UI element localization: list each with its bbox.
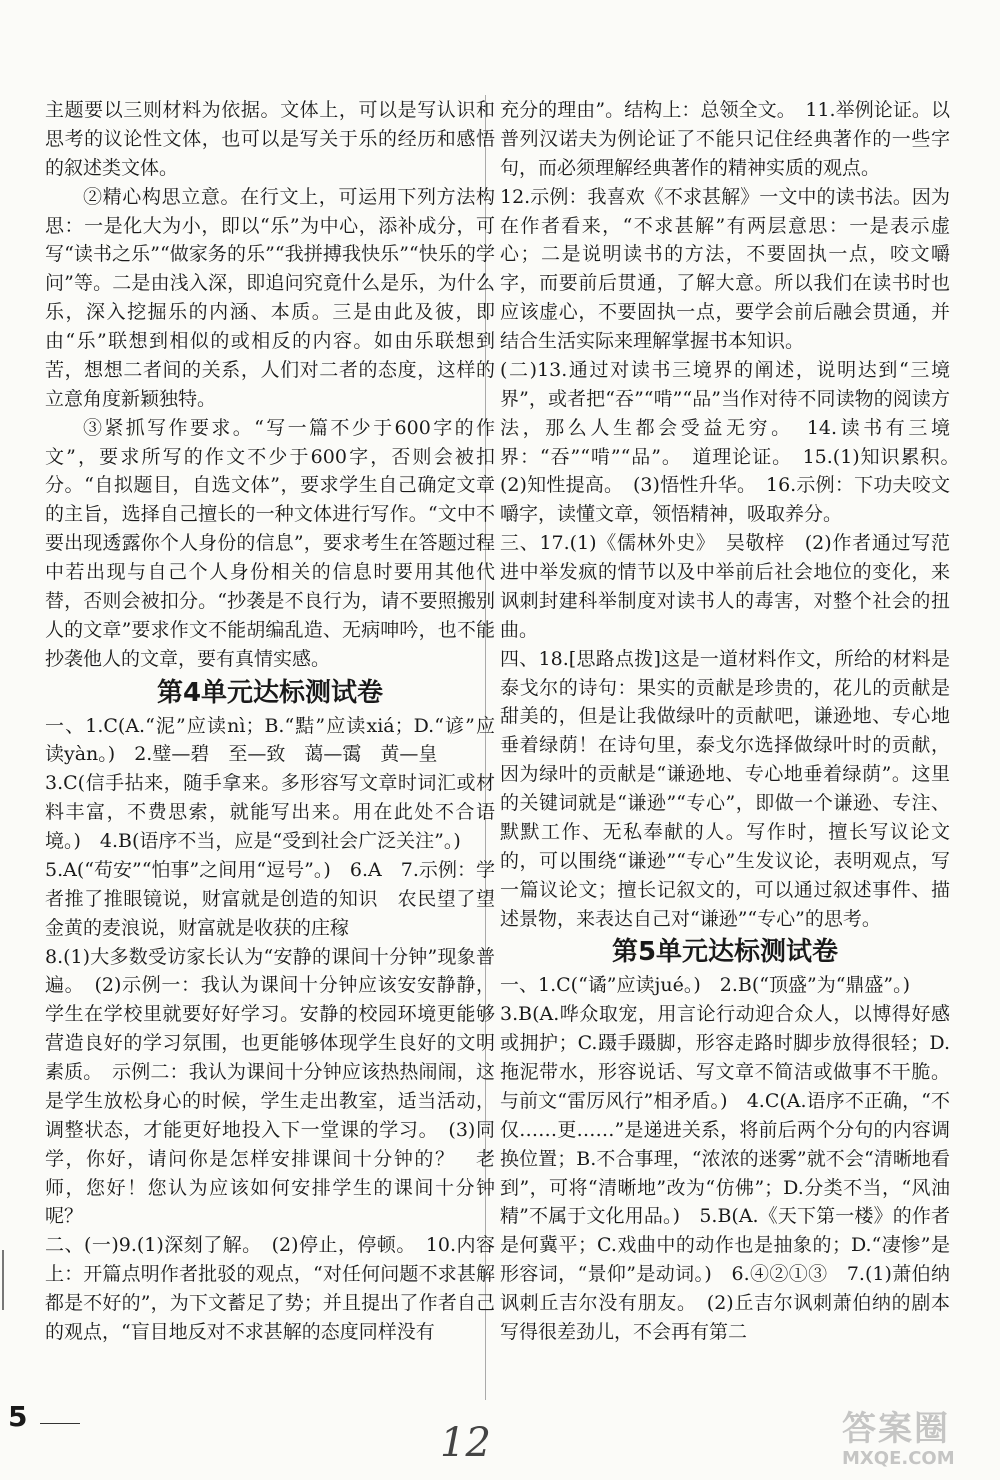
binding-edge-mark	[2, 1250, 10, 1310]
paragraph: ③紧抓写作要求。“写一篇不少于600字的作文”，要求所写的作文不少于600字，否则会被扣分。“自拟题目，自选文体”，要求学生自己确定文章的主旨，选择自己擅长的一种文体进行写作。“文中不要出现透露你个人身份的信息”，要求考生在答题过程中若出现与自己个人身份相关的信息时要用其他代替，否则会被扣分。“抄袭是不良行为，请不要照搬别人的文章”要求作文不能胡编乱造、无病呻吟，也不能抄袭他人的文章，要有真情实感。	[45, 416, 495, 670]
answer-item: 12.示例：我喜欢《不求甚解》一文中的读书法。因为在作者看来，“不求甚解”有两层意思：一是表示虚心；二是说明读书的方法，不要固执一点，咬文嚼字，而要前后贯通，了解大意。所以我们在读书时也应该虚心，不要固执一点，要学会前后融会贯通，并结合生活实际来理解掌握书本知识。	[500, 185, 950, 352]
answer-item: 三、17.(1)《儒林外史》 吴敬梓 (2)作者通过写范进中举发疯的情节以及中举前后社会地位的变化，来讽刺封建科举制度对读书人的毒害，对整个社会的扭曲。	[500, 532, 950, 641]
answer-item: 四、18.[思路点拨]这是一道材料作文，所给的材料是泰戈尔的诗句：果实的贡献是珍贵的，花儿的贡献是甜美的，但是让我做绿叶的贡献吧，谦逊地、专心地垂着绿荫！在诗句里，泰戈尔选择做绿叶时的贡献，因为绿叶的贡献是“谦逊地、专心地垂着绿荫”。这里的关键词就是“谦逊”“专心”，即做一个谦逊、专注、默默工作、无私奉献的人。写作时，擅长写议论文的，可以围绕“谦逊”“专心”生发议论，表明观点，写一篇议论文；擅长记叙文的，可以通过叙述事件、描述景物，来表达自己对“谦逊”“专心”的思考。	[500, 647, 950, 930]
answer-item: 一、1.C(“谲”应读jué。) 2.B(“顶盛”为“鼎盛”。)	[500, 974, 911, 997]
watermark-title: 答案圈	[842, 1409, 950, 1449]
answer-item: 一、1.C(A.“泥”应读nì；B.“黠”应读xiá；D.“谚”应读yàn。) 2.璧—碧 至—致 蔼—霭 黄—皇	[45, 714, 495, 766]
page-number: 5	[8, 1400, 28, 1433]
answer-item: 二、(一)9.(1)深刻了解。 (2)停止，停顿。 10.内容上：开篇点明作者批驳的观点，“对任何问题不求甚解都是不好的”，为下文蓄足了势；并且提出了作者自己的观点，“盲目地反对不求甚解的态度同样没有	[45, 1234, 495, 1343]
answer-item: 5.A(“苟安”“怕事”之间用“逗号”。) 6.A 7.示例：学者推了推眼镜说，财富就是创造的知识 农民望了望金黄的麦浪说，财富就是收获的庄稼	[45, 858, 495, 939]
answer-item: 3.C(信手拈来，随手拿来。多形容写文章时词汇或材料丰富，不费思索，就能写出来。用在此处不合语境。) 4.B(语序不当，应是“受到社会广泛关注”。)	[45, 772, 495, 852]
watermark-url: MXQE.COM	[842, 1448, 955, 1469]
section-heading-unit-4: 第4单元达标测试卷	[156, 677, 384, 708]
right-column	[500, 96, 970, 1347]
section-heading-unit-5: 第5单元达标测试卷	[611, 937, 839, 968]
watermark-logo	[842, 1410, 992, 1476]
left-column	[45, 96, 495, 1347]
paragraph: ②精心构思立意。在行文上，可运用下列方法构思：一是化大为小，即以“乐”为中心，添补成分，可写“读书之乐”“做家务的乐”“我拼搏我快乐”“快乐的学问”等。二是由浅入深，即追问究竟什么是乐，为什么乐，深入挖掘乐的内涵、本质。三是由此及彼，即由“乐”联想到相似的或相反的内容。如由乐联想到苦，想想二者间的关系，人们对二者的态度，这样的立意角度新颖独特。	[45, 185, 495, 410]
handwritten-mark: 12	[440, 1420, 491, 1466]
answer-item: 3.B(A.哗众取宠，用言论行动迎合众人，以博得好感或拥护；C.蹑手蹑脚，形容走路时脚步放得很轻；D.拖泥带水，形容说话、写文章不简洁或做事不干脆。与前文“雷厉风行”相矛盾。) 4.C(A.语序不正确，“不仅……更……”是递进关系，将前后两个分句的内容调换位置；B.不合事理，“浓浓的迷雾”就不会“清晰地看到”，可将“清晰地”改为“仿佛”；D.分类不当，“风油精”不属于文化用品。) 5.B(A.《天下第一楼》的作者是何冀平；C.戏曲中的动作也是抽象的；D.“凄惨”是形容词，“景仰”是动词。) 6.④②①③ 7.(1)萧伯纳讽刺丘吉尔没有朋友。 (2)丘吉尔讽刺萧伯纳的剧本写得很差劲儿，不会再有第二	[500, 1003, 950, 1343]
paragraph: 充分的理由”。结构上：总领全文。 11.举例论证。以普列汉诺夫为例论证了不能只记住经典著作的一些字句，而必须理解经典著作的精神实质的观点。	[500, 99, 950, 179]
page-number-rule	[40, 1423, 80, 1424]
paragraph: 主题要以三则材料为依据。文体上，可以是写认识和思考的议论性文体，也可以是写关于乐的经历和感悟的叙述类文体。	[45, 99, 495, 179]
answer-item: (二)13.通过对读书三境界的阐述，说明达到“三境界”，或者把“吞”“啃”“品”当作对待不同读物的阅读方法，那么人生都会受益无穷。 14.读书有三境界：“吞”“啃”“品”。 道理论证。 15.(1)知识累积。 (2)知性提高。 (3)悟性升华。 16.示例：下功夫咬文嚼字，读懂文章，领悟精神，吸取养分。	[500, 358, 970, 526]
answer-item: 8.(1)大多数受访家长认为“安静的课间十分钟”现象普遍。 (2)示例一：我认为课间十分钟应该安安静静，学生在学校里就要好好学习。安静的校园环境更能够营造良好的学习氛围，也更能够体现学生良好的文明素质。 示例二：我认为课间十分钟应该热热闹闹，这是学生放松身心的时候，学生走出教室，适当活动，调整状态，才能更好地投入下一堂课的学习。 (3)同学，你好，请问你是怎样安排课间十分钟的？ 老师，您好！您认为应该如何安排学生的课间十分钟呢？	[45, 945, 495, 1228]
